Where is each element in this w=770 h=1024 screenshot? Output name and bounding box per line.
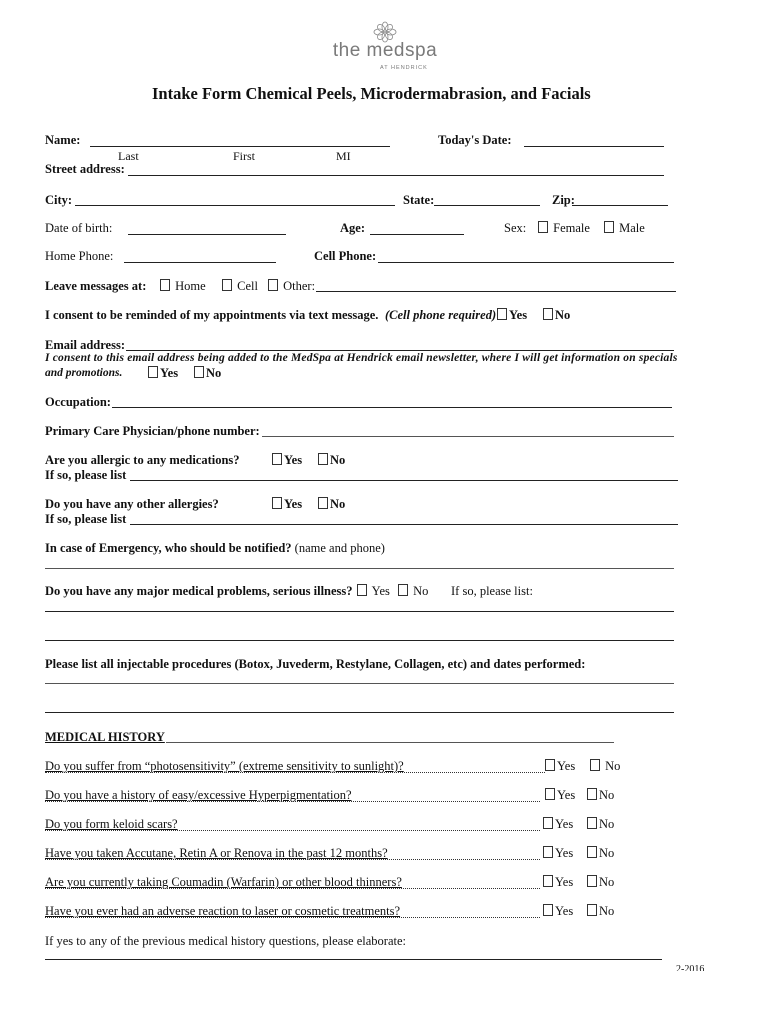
checkbox-icon: [497, 308, 507, 320]
dob-label: Date of birth:: [45, 221, 113, 235]
todays-date-label: Today's Date:: [438, 133, 512, 147]
form-revision-date: 2-2016: [676, 964, 705, 971]
checkbox-icon: [268, 279, 278, 291]
major-medical-label: Do you have any major medical problems, serious illness?: [45, 584, 353, 598]
yes-label: Yes: [555, 817, 574, 831]
logo-subtitle: AT HENDRICK: [380, 65, 428, 71]
medical-question-yes[interactable]: [543, 904, 573, 919]
checkbox-icon: [398, 584, 408, 596]
female-label: Female: [553, 221, 590, 235]
major-medical-row: [45, 584, 353, 599]
other-allergies-label: Do you have any other allergies?: [45, 497, 219, 511]
medical-question-no[interactable]: [590, 759, 620, 774]
age-field[interactable]: [370, 234, 464, 235]
pcp-field[interactable]: [262, 436, 674, 437]
checkbox-icon: [148, 366, 158, 378]
messages-other-field[interactable]: [316, 291, 676, 292]
pcp-label: Primary Care Physician/phone number:: [45, 424, 260, 438]
medical-question-leader: [45, 888, 540, 889]
major-medical-list-label: If so, please list:: [451, 584, 533, 598]
home-phone-label: Home Phone:: [45, 249, 114, 263]
cell-label: Cell: [237, 279, 258, 293]
medical-question-no[interactable]: [587, 904, 614, 919]
emergency-hint: (name and phone): [294, 541, 385, 555]
city-field[interactable]: [75, 205, 395, 206]
checkbox-icon: [272, 497, 282, 509]
female-checkbox[interactable]: [538, 221, 590, 236]
yes-label: Yes: [557, 788, 576, 802]
no-label: No: [330, 453, 346, 467]
checkbox-icon: [194, 366, 204, 378]
leave-messages-label: Leave messages at:: [45, 279, 147, 293]
text-consent-label: I consent to be reminded of my appointments via text message.: [45, 308, 379, 322]
medical-question-text: Do you suffer from “photosensitivity” (extreme sensitivity to sunlight)?: [45, 759, 404, 773]
occupation-label: Occupation:: [45, 395, 111, 409]
checkbox-icon: [587, 846, 597, 858]
emergency-contact-field[interactable]: [45, 568, 674, 569]
elaborate-field[interactable]: [45, 959, 662, 960]
no-label: No: [555, 308, 571, 322]
no-label: No: [605, 759, 621, 773]
no-label: No: [206, 366, 222, 380]
text-consent-yes[interactable]: [497, 308, 527, 323]
checkbox-icon: [587, 788, 597, 800]
dob-field[interactable]: [128, 234, 286, 235]
home-phone-field[interactable]: [124, 262, 276, 263]
yes-label: Yes: [555, 904, 574, 918]
medical-question-text: Do you form keloid scars?: [45, 817, 178, 831]
checkbox-icon: [545, 759, 555, 771]
major-medical-field-2[interactable]: [45, 640, 674, 641]
medical-question-no[interactable]: [587, 788, 614, 803]
messages-cell-checkbox[interactable]: [222, 279, 258, 294]
email-label: Email address:: [45, 338, 125, 352]
no-label: No: [599, 788, 615, 802]
other-allergies-no[interactable]: [318, 497, 345, 512]
name-label: Name:: [45, 133, 81, 147]
emergency-contact-label: [45, 541, 385, 556]
no-label: No: [413, 584, 429, 598]
logo-wordmark: the medspa: [332, 40, 438, 61]
cell-phone-label: Cell Phone:: [314, 249, 377, 263]
allergic-meds-list-field[interactable]: [130, 480, 678, 481]
no-label: No: [599, 846, 615, 860]
no-label: No: [599, 904, 615, 918]
medical-question-leader: [45, 830, 540, 831]
yes-label: Yes: [160, 366, 179, 380]
injectables-label: Please list all injectable procedures (Botox, Juvederm, Restylane, Collagen, etc) and dates performed:: [45, 657, 586, 671]
state-label: State:: [403, 193, 435, 207]
medical-question-leader: [45, 917, 540, 918]
no-label: No: [599, 817, 615, 831]
allergic-meds-list-label: If so, please list: [45, 468, 127, 482]
medical-question-leader: [45, 801, 540, 802]
name-field[interactable]: [90, 146, 390, 147]
email-consent-line-2: and promotions.: [45, 367, 123, 379]
last-name-caption: Last: [118, 149, 139, 163]
checkbox-icon: [543, 308, 553, 320]
age-label: Age:: [340, 221, 365, 235]
male-label: Male: [619, 221, 645, 235]
medical-question-text: Are you currently taking Coumadin (Warfarin) or other blood thinners?: [45, 875, 402, 889]
checkbox-icon: [587, 904, 597, 916]
medical-question-text: Have you ever had an adverse reaction to laser or cosmetic treatments?: [45, 904, 401, 918]
yes-label: Yes: [371, 584, 390, 598]
checkbox-icon: [543, 846, 553, 858]
street-address-label: Street address:: [45, 162, 125, 176]
other-allergies-list-field[interactable]: [130, 524, 678, 525]
messages-home-checkbox[interactable]: [160, 279, 206, 294]
other-allergies-yes[interactable]: [272, 497, 302, 512]
yes-label: Yes: [509, 308, 528, 322]
checkbox-icon: [318, 497, 328, 509]
page-title: Intake Form Chemical Peels, Microdermabrasion, and Facials: [152, 84, 591, 103]
checkbox-icon: [587, 817, 597, 829]
cell-phone-field[interactable]: [378, 262, 674, 263]
checkbox-icon: [587, 875, 597, 887]
street-address-field[interactable]: [128, 175, 664, 176]
medical-question-yes[interactable]: [543, 817, 573, 832]
cell-required-note: (Cell phone required): [385, 308, 497, 322]
email-consent-yes[interactable]: [148, 366, 178, 381]
other-allergies-list-label: If so, please list: [45, 512, 127, 526]
yes-label: Yes: [555, 846, 574, 860]
checkbox-icon: [272, 453, 282, 465]
medical-question-no[interactable]: [587, 846, 614, 861]
medical-question-text: Have you taken Accutane, Retin A or Renova in the past 12 months?: [45, 846, 388, 860]
zip-label: Zip:: [552, 193, 575, 207]
city-label: City:: [45, 193, 73, 207]
medical-question-yes[interactable]: [543, 846, 573, 861]
state-field[interactable]: [434, 205, 540, 206]
zip-field[interactable]: [572, 205, 668, 206]
home-label: Home: [175, 279, 206, 293]
checkbox-icon: [604, 221, 614, 233]
no-label: No: [599, 875, 615, 889]
injectables-field-2[interactable]: [45, 712, 674, 713]
sex-label: Sex:: [504, 221, 527, 235]
medical-history-heading: MEDICAL HISTORY: [45, 730, 165, 744]
checkbox-icon: [590, 759, 600, 771]
middle-initial-caption: MI: [336, 149, 351, 163]
checkbox-icon: [538, 221, 548, 233]
major-medical-yes[interactable]: [357, 584, 390, 599]
medical-history-rule: [166, 742, 614, 743]
checkbox-icon: [543, 875, 553, 887]
medical-question-no[interactable]: [587, 875, 614, 890]
allergic-meds-no[interactable]: [318, 453, 345, 468]
allergic-meds-yes[interactable]: [272, 453, 302, 468]
medical-question-leader: [45, 859, 540, 860]
yes-label: Yes: [555, 875, 574, 889]
other-label: Other:: [283, 279, 316, 293]
checkbox-icon: [543, 817, 553, 829]
no-label: No: [330, 497, 346, 511]
male-checkbox[interactable]: [604, 221, 645, 236]
yes-label: Yes: [284, 453, 303, 467]
yes-label: Yes: [557, 759, 576, 773]
injectables-field-1[interactable]: [45, 683, 674, 684]
checkbox-icon: [545, 788, 555, 800]
occupation-field[interactable]: [112, 407, 672, 408]
email-field[interactable]: [126, 350, 674, 351]
checkbox-icon: [357, 584, 367, 596]
medspa-logo: [330, 22, 440, 74]
medical-question-leader: [45, 772, 545, 773]
checkbox-icon: [160, 279, 170, 291]
medical-question-yes[interactable]: [545, 759, 575, 774]
medical-question-no[interactable]: [587, 817, 614, 832]
major-medical-field-1[interactable]: [45, 611, 674, 612]
allergic-meds-label: Are you allergic to any medications?: [45, 453, 240, 467]
checkbox-icon: [318, 453, 328, 465]
checkbox-icon: [543, 904, 553, 916]
email-consent-line-1: I consent to this email address being added to the MedSpa at Hendrick email newsletter, where I will get information on specials: [45, 352, 678, 364]
text-consent-no[interactable]: [543, 308, 570, 323]
checkbox-icon: [222, 279, 232, 291]
emergency-question: In case of Emergency, who should be notified?: [45, 541, 292, 555]
major-medical-no[interactable]: [398, 584, 428, 599]
first-name-caption: First: [233, 149, 256, 163]
medical-question-yes[interactable]: [545, 788, 575, 803]
yes-label: Yes: [284, 497, 303, 511]
elaborate-label: If yes to any of the previous medical history questions, please elaborate:: [45, 934, 407, 948]
medical-question-text: Do you have a history of easy/excessive Hyperpigmentation?: [45, 788, 352, 802]
messages-other-checkbox[interactable]: [268, 279, 315, 294]
email-consent-no[interactable]: [194, 366, 221, 381]
medical-question-yes[interactable]: [543, 875, 573, 890]
todays-date-field[interactable]: [524, 146, 664, 147]
